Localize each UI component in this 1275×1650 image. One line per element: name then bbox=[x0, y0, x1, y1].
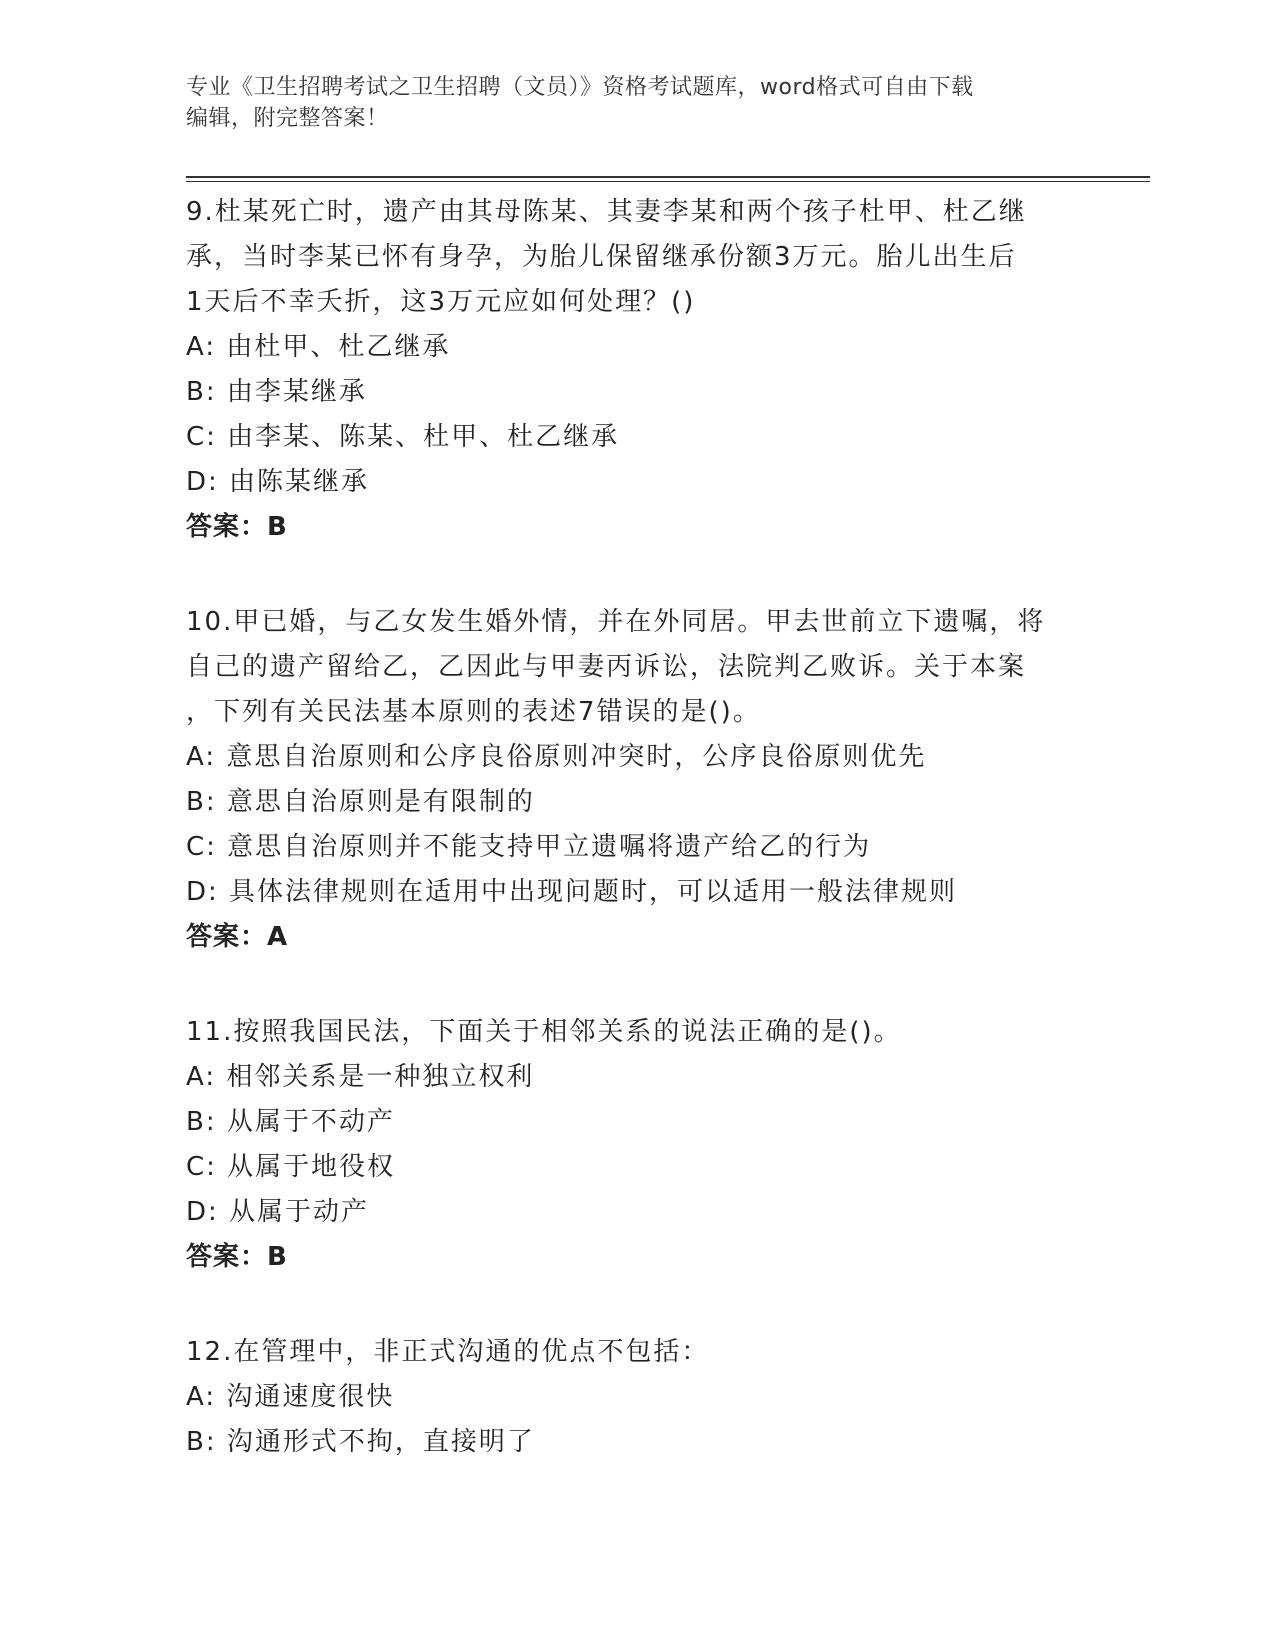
document-header bbox=[186, 72, 1066, 134]
header-divider bbox=[186, 176, 1150, 178]
option-b: B: 意思自治原则是有限制的 bbox=[186, 787, 535, 817]
header-line-1: 专业《卫生招聘考试之卫生招聘（文员）》资格考试题库，word格式可自由下载 bbox=[186, 75, 974, 100]
question-12 bbox=[186, 1330, 1086, 1465]
spacer bbox=[186, 1280, 1086, 1330]
answer-label: 答案：B bbox=[186, 512, 288, 542]
header-divider-thin bbox=[186, 181, 1150, 182]
question-stem-line: 1天后不幸夭折，这3万元应如何处理？() bbox=[186, 287, 696, 317]
option-b: B: 由李某继承 bbox=[186, 377, 367, 407]
question-stem-line: 自己的遗产留给乙，乙因此与甲妻丙诉讼，法院判乙败诉。关于本案 bbox=[186, 652, 1027, 682]
option-c: C: 从属于地役权 bbox=[186, 1152, 396, 1182]
option-c: C: 意思自治原则并不能支持甲立遗嘱将遗产给乙的行为 bbox=[186, 832, 872, 862]
question-stem-line: 承，当时李某已怀有身孕，为胎儿保留继承份额3万元。胎儿出生后 bbox=[186, 242, 1017, 272]
question-stem-line: 10.甲已婚，与乙女发生婚外情，并在外同居。甲去世前立下遗嘱，将 bbox=[186, 607, 1046, 637]
answer-label: 答案：A bbox=[186, 922, 289, 952]
option-a: A: 沟通速度很快 bbox=[186, 1382, 395, 1412]
option-d: D: 从属于动产 bbox=[186, 1197, 370, 1227]
question-11 bbox=[186, 1010, 1086, 1280]
question-9 bbox=[186, 190, 1086, 550]
question-stem-line: 9.杜某死亡时，遗产由其母陈某、其妻李某和两个孩子杜甲、杜乙继 bbox=[186, 197, 1027, 227]
option-a: A: 由杜甲、杜乙继承 bbox=[186, 332, 451, 362]
option-d: D: 由陈某继承 bbox=[186, 467, 370, 497]
option-d: D: 具体法律规则在适用中出现问题时，可以适用一般法律规则 bbox=[186, 877, 958, 907]
option-a: A: 相邻关系是一种独立权利 bbox=[186, 1062, 535, 1092]
question-list bbox=[186, 190, 1086, 1465]
option-b: B: 沟通形式不拘，直接明了 bbox=[186, 1427, 535, 1457]
option-c: C: 由李某、陈某、杜甲、杜乙继承 bbox=[186, 422, 620, 452]
answer-label: 答案：B bbox=[186, 1242, 288, 1272]
option-a: A: 意思自治原则和公序良俗原则冲突时，公序良俗原则优先 bbox=[186, 742, 927, 772]
question-stem-line: 11.按照我国民法，下面关于相邻关系的说法正确的是()。 bbox=[186, 1017, 902, 1047]
question-stem-line: 12.在管理中，非正式沟通的优点不包括： bbox=[186, 1337, 710, 1367]
question-stem-line: ，下列有关民法基本原则的表述7错误的是()。 bbox=[186, 697, 761, 727]
spacer bbox=[186, 960, 1086, 1010]
header-line-2: 编辑，附完整答案！ bbox=[186, 106, 389, 131]
option-b: B: 从属于不动产 bbox=[186, 1107, 395, 1137]
spacer bbox=[186, 550, 1086, 600]
question-10 bbox=[186, 600, 1086, 960]
